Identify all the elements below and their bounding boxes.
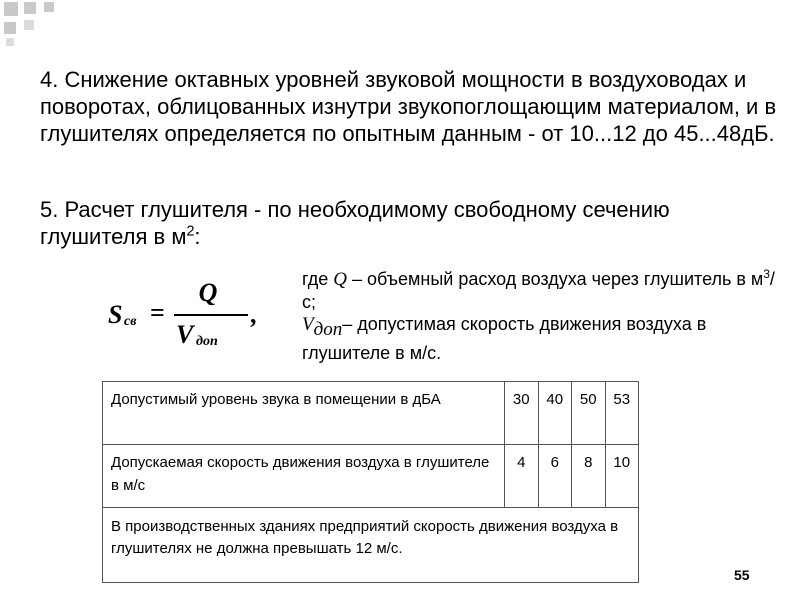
- table-row: [103, 508, 639, 583]
- silencer-area-formula: [108, 278, 258, 358]
- table-cell: 4: [505, 445, 539, 508]
- explanation-prefix: где: [302, 269, 334, 289]
- table-row: [103, 382, 639, 445]
- formula-explanation: [302, 268, 782, 364]
- paragraph-silencer-text: 5. Расчет глушителя - по необходимому свободному сечению глушителя в м: [40, 197, 670, 249]
- formula-lhs-subscript: св: [124, 314, 137, 329]
- formula-denominator-subscript: доп: [196, 334, 218, 349]
- paragraph-silencer-exponent: 2: [186, 223, 195, 240]
- explanation-var-v: V: [302, 314, 314, 335]
- explanation-flow-exponent: 3: [763, 268, 770, 281]
- formula-comma: ,: [250, 300, 257, 329]
- table-cell: 10: [605, 445, 639, 508]
- table-cell: 53: [605, 382, 639, 445]
- paragraph-silencer-tail: :: [194, 224, 201, 249]
- formula-numerator: Q: [198, 278, 218, 307]
- corner-decoration: [0, 0, 80, 50]
- formula-fraction-bar: [174, 314, 248, 316]
- table-cell: 8: [572, 445, 606, 508]
- formula-denominator: V: [176, 320, 194, 349]
- table-cell: 50: [572, 382, 606, 445]
- table-row-label: Допускаемая скорость движения воздуха в глушителе в м/с: [103, 445, 505, 508]
- table-cell: 40: [538, 382, 572, 445]
- table-cell: 6: [538, 445, 572, 508]
- table-note: В производственных зданиях предприятий скорость движения воздуха в глушителях не должна превышать 12 м/с.: [103, 508, 639, 583]
- table-cell: 30: [505, 382, 539, 445]
- explanation-var-q: Q: [333, 269, 348, 290]
- explanation-flow-tail: /с;: [302, 269, 775, 312]
- table-row-label: Допустимый уровень звука в помещении в дБА: [103, 382, 505, 445]
- permissible-speed-table: [102, 381, 639, 583]
- formula-lhs: S: [108, 300, 123, 329]
- formula-equals: =: [150, 298, 165, 327]
- explanation-var-v-subscript: доп: [313, 318, 343, 340]
- slide-number: 55: [734, 567, 750, 583]
- table-row: [103, 445, 639, 508]
- explanation-speed-text: – допустимая скорость движения воздуха в глушителе в м/с.: [302, 314, 707, 363]
- explanation-flow-text: – объемный расход воздуха через глушитель в м: [347, 269, 764, 289]
- paragraph-noise-reduction: 4. Снижение октавных уровней звуковой мощности в воздуховодах и поворотах, облицованных изнутри звукопоглощающим материалом, и в глушителях определяется по опытным данным - от 10...12 до 45...48дБ.: [40, 67, 777, 146]
- paragraph-silencer-calculation: [40, 196, 780, 250]
